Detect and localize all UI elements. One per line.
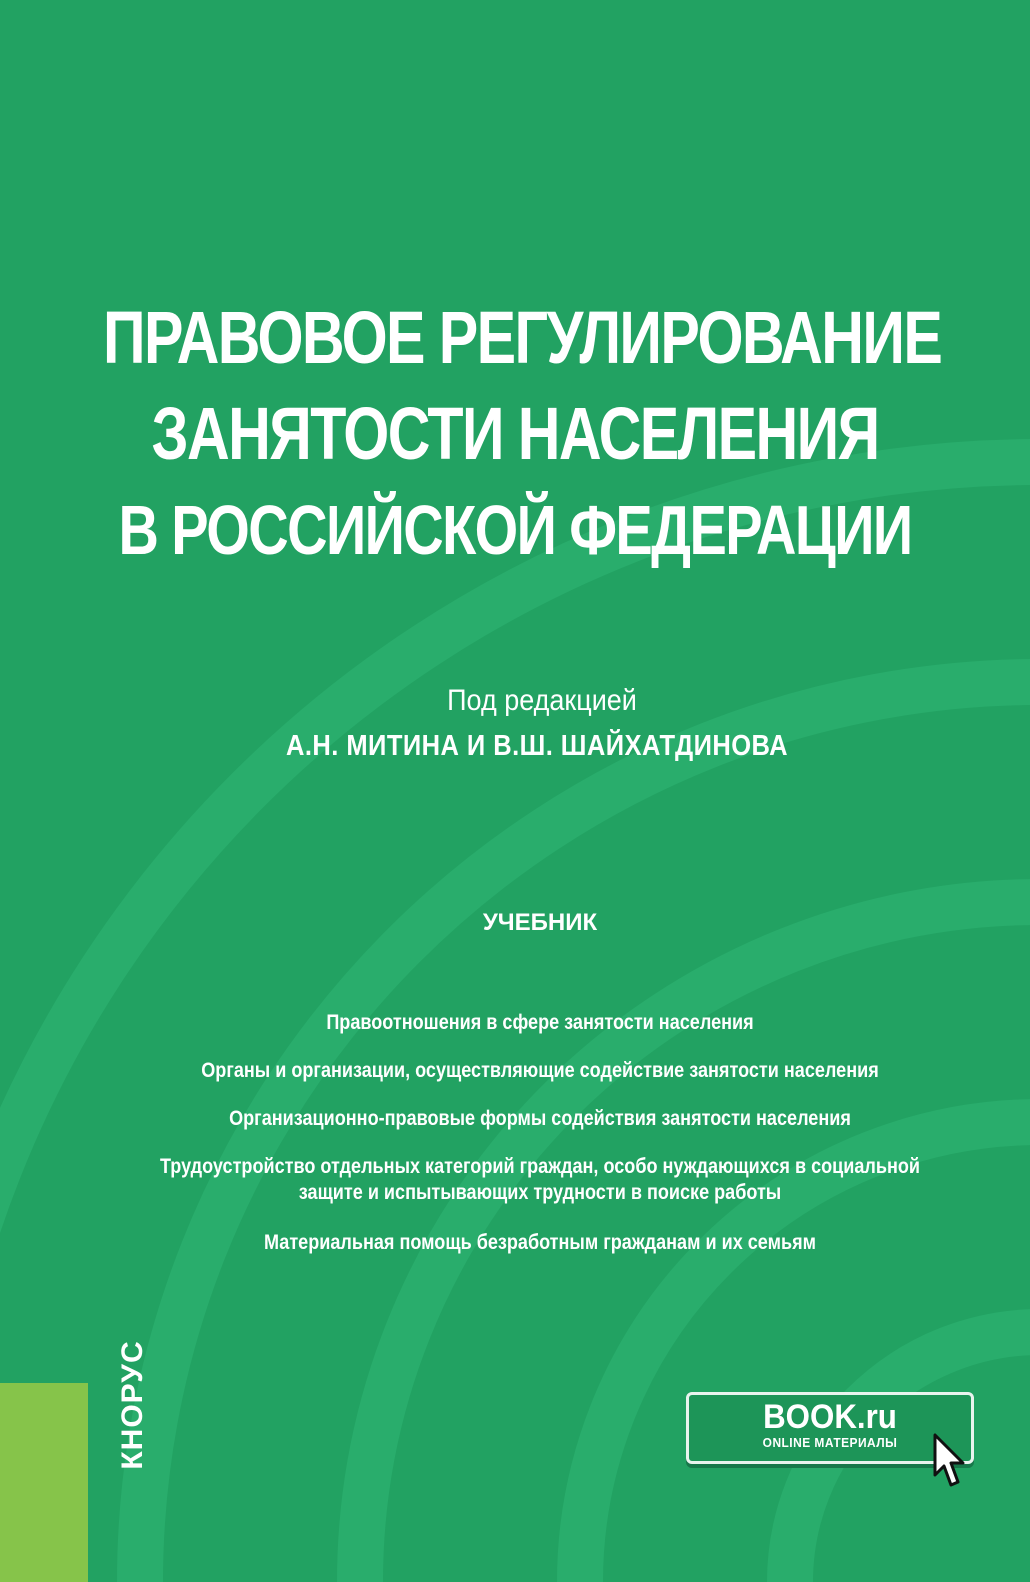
editor-names: А.Н. МИТИНА И В.Ш. ШАЙХАТДИНОВА <box>286 730 788 762</box>
title-line-1: ПРАВОВОЕ РЕГУЛИРОВАНИЕ <box>103 296 942 379</box>
topic-item: Материальная помощь безработным гражданам и их семьям <box>264 1231 816 1254</box>
book-ru-badge[interactable] <box>686 1392 974 1464</box>
book-ru-brand: BOOK.ru <box>763 1398 897 1436</box>
editor-intro: Под редакцией <box>447 684 637 717</box>
publisher-logo: КНОРУС <box>116 1340 149 1470</box>
topic-list <box>127 1010 953 1278</box>
document-type: УЧЕБНИК <box>482 909 598 936</box>
title-line-2: ЗАНЯТОСТИ НАСЕЛЕНИЯ <box>151 392 879 475</box>
book-title <box>103 290 942 578</box>
topic-item <box>127 1154 953 1206</box>
title-line-3: В РОССИЙСКОЙ ФЕДЕРАЦИИ <box>118 491 912 569</box>
topic-item: Правоотношения в сфере занятости населения <box>326 1011 754 1034</box>
topic-item-line: защите и испытывающих трудности в поиске работы <box>298 1181 782 1204</box>
book-ru-subtitle: ONLINE МАТЕРИАЛЫ <box>762 1435 898 1450</box>
topic-item-line: Трудоустройство отдельных категорий граждан, особо нуждающихся в социальной <box>159 1155 921 1178</box>
mouse-pointer-icon <box>932 1433 966 1489</box>
topic-item: Организационно-правовые формы содействия занятости населения <box>229 1107 851 1130</box>
topic-item: Органы и организации, осуществляющие содействие занятости населения <box>201 1059 879 1082</box>
spine-color-bar <box>0 1383 88 1582</box>
